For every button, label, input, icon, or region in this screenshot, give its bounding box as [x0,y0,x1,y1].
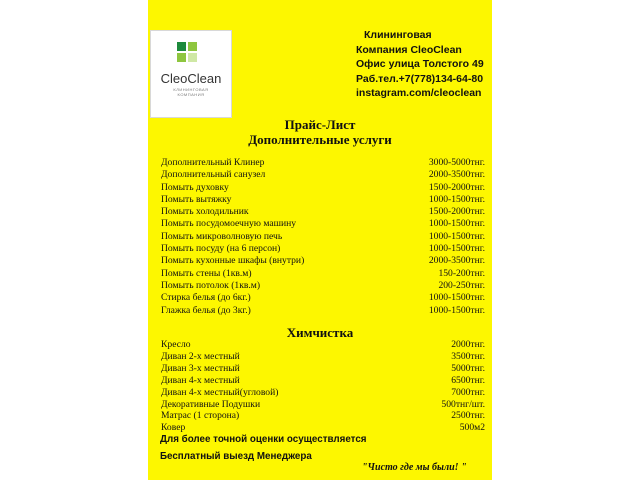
price-row [161,387,485,399]
logo-tagline [151,87,231,97]
service-price: 1000-1500тнг. [428,292,485,304]
chemical-cleaning-title: Химчистка [286,325,354,340]
price-row [161,169,485,181]
logo-tagline-line-2: КОМПАНИЯ [177,92,205,97]
service-name: Диван 3-х местный [161,362,240,374]
service-price: 5000тнг. [451,362,485,374]
price-row [161,157,485,169]
price-row [161,255,485,267]
service-name: Помыть микроволновую печь [161,230,283,242]
service-name: Декоративные Подушки [161,398,261,410]
price-row [161,363,485,375]
price-row [161,231,485,243]
estimate-note-line-1: Для более точной оценки осуществляется [160,434,367,445]
price-row [161,280,485,292]
price-row [161,218,485,230]
service-price: 3500тнг. [451,350,485,362]
service-name: Матрас (1 сторона) [161,410,240,422]
service-name: Дополнительный Клинер [161,157,265,168]
service-name: Стирка белья (до 6кг.) [161,292,251,304]
service-name: Помыть посуду (на 6 персон) [161,243,281,255]
service-price: 2000-3500тнг. [428,255,485,267]
price-row [161,206,485,218]
price-row [161,339,485,351]
price-row [161,292,485,304]
service-price: 500тнг/шт. [441,398,485,410]
logo-tagline-line-1: КЛИНИНГОВАЯ [173,87,209,92]
price-row [161,268,485,280]
logo-square-pale-green [188,53,197,62]
service-name: Кресло [161,339,191,350]
service-name: Диван 2-х местный [161,350,240,362]
service-name: Помыть потолок (1кв.м) [161,279,261,291]
price-row [161,410,485,422]
price-row [161,194,485,206]
service-price: 2000-3500тнг. [428,169,485,181]
additional-services-list [161,157,485,317]
service-name: Помыть духовку [161,181,229,193]
service-price: 500м2 [459,422,485,434]
price-row [161,351,485,363]
contact-line-address: Офис улица Толстого 49 [356,58,484,70]
contact-line-company-name: Компания CleoClean [356,43,462,56]
price-row [161,422,485,434]
service-name: Помыть холодильник [161,206,249,218]
contact-block [356,28,492,101]
contact-line-phone: Раб.тел.+7(778)134-64-80 [356,72,484,85]
service-price: 7000тнг. [451,386,485,398]
logo-name: CleoClean [160,71,222,86]
service-price: 1000-1500тнг. [428,218,485,230]
price-row [161,243,485,255]
price-list-title: Прайс-Лист [284,117,356,132]
price-row [161,305,485,317]
logo-square-light-green [188,42,197,51]
service-name: Ковер [161,422,186,434]
chemical-cleaning-list [161,339,485,434]
service-price: 3000-5000тнг. [428,157,485,168]
service-name: Дополнительный санузел [161,169,266,181]
service-price: 1000-1500тнг. [428,193,485,205]
price-row [161,399,485,411]
price-row [161,182,485,194]
additional-services-title: Дополнительные услуги [248,132,392,147]
service-name: Глажка белья (до 3кг.) [161,304,251,316]
service-price: 2000тнг. [451,339,485,350]
slogan: "Чисто где мы были! " [362,462,467,473]
service-price: 1000-1500тнг. [428,230,485,242]
logo-square-light-green-2 [177,53,186,62]
service-price: 1000-1500тнг. [428,304,485,316]
service-name: Диван 4-х местный(угловой) [161,386,279,398]
service-price: 1500-2000тнг. [428,206,485,218]
service-name: Помыть кухонные шкафы (внутри) [161,255,305,267]
estimate-note-line-2: Бесплатный выезд Менеджера [160,451,312,462]
company-logo [150,30,232,118]
price-row [161,375,485,387]
logo-square-dark-green [177,42,186,51]
service-price: 1000-1500тнг. [428,243,485,255]
service-name: Диван 4-х местный [161,374,240,386]
service-name: Помыть стены (1кв.м) [161,267,252,279]
service-price: 200-250тнг. [438,279,485,291]
service-price: 150-200тнг. [438,267,485,279]
contact-line-instagram: instagram.com/cleoclean [356,87,482,99]
service-price: 2500тнг. [451,410,485,422]
service-price: 6500тнг. [451,374,485,386]
service-name: Помыть посудомоечную машину [161,218,297,230]
service-name: Помыть вытяжку [161,193,232,205]
contact-line-company-type: Клининговая [364,29,432,41]
service-price: 1500-2000тнг. [428,181,485,193]
